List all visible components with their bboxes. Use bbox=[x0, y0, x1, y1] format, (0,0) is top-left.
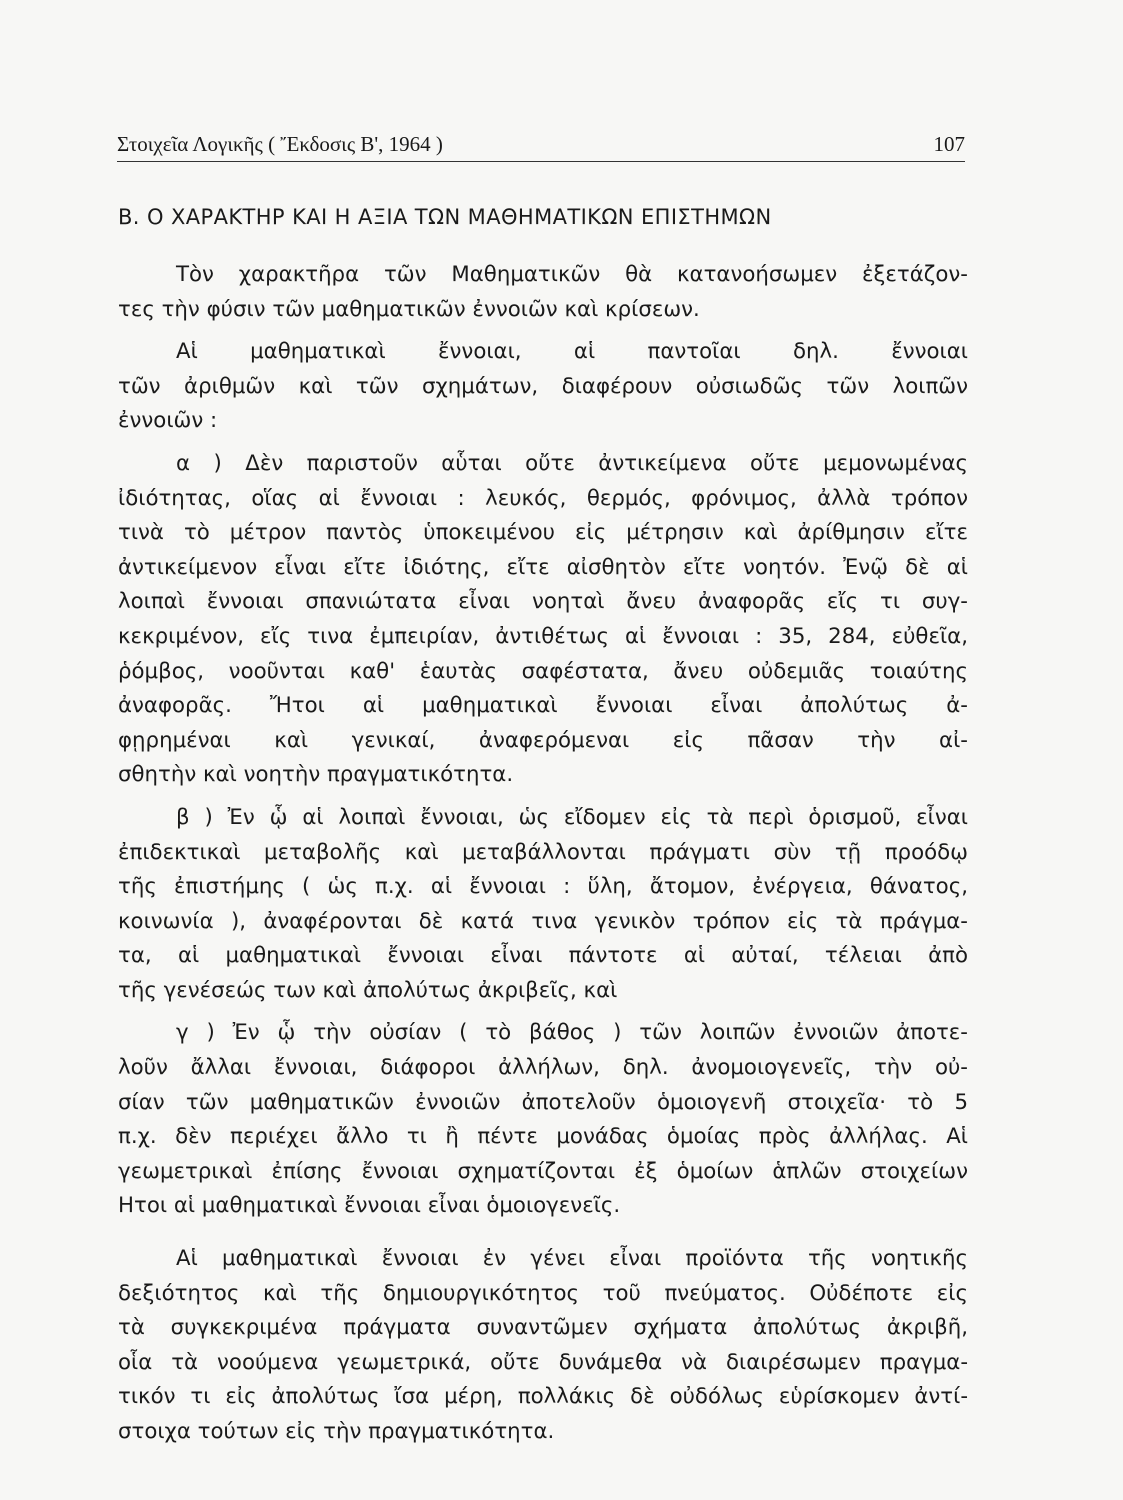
page-number: 107 bbox=[933, 132, 965, 156]
body-text bbox=[118, 258, 968, 1450]
text-line: π.χ. δὲν περιέχει ἄλλο τι ἢ πέντε μονάδας ὁμοίας πρὸς ἀλλήλας. Αἱ bbox=[118, 1124, 968, 1150]
text-line: β ) Ἐν ᾧ αἱ λοιπαὶ ἔννοιαι, ὡς εἴδομεν εἰς τὰ περὶ ὁρισμοῦ, εἶναι bbox=[176, 804, 968, 830]
text-line: φῃρημέναι καὶ γενικαί, ἀναφερόμεναι εἰς πᾶσαν τὴν αἰ- bbox=[118, 727, 968, 753]
text-line: κεκριμένον, εἴς τινα ἐμπειρίαν, ἀντιθέτως αἱ ἔννοιαι : 35, 284, εὐθεῖα, bbox=[118, 623, 968, 649]
text-line: γεωμετρικαὶ ἐπίσης ἔννοιαι σχηματίζονται ἐξ ὁμοίων ἁπλῶν στοιχείων bbox=[118, 1158, 968, 1184]
text-line: οἷα τὰ νοούμενα γεωμετρικά, οὔτε δυνάμεθα νὰ διαιρέσωμεν πραγμα- bbox=[118, 1349, 968, 1375]
text-line: λοῦν ἄλλαι ἔννοιαι, διάφοροι ἀλλήλων, δηλ. ἀνομοιογενεῖς, τὴν οὐ- bbox=[118, 1055, 968, 1081]
text-line: σθητὴν καὶ νοητὴν πραγματικότητα. bbox=[118, 762, 514, 788]
text-line: τα, αἱ μαθηματικαὶ ἔννοιαι εἶναι πάντοτε αἱ αὐταί, τέλειαι ἀπὸ bbox=[118, 943, 968, 969]
text-line: στοιχα τούτων εἰς τὴν πραγματικότητα. bbox=[118, 1419, 555, 1444]
text-line: Αἱ μαθηματικαὶ ἔννοιαι ἐν γένει εἶναι προϊόντα τῆς νοητικῆς bbox=[176, 1246, 968, 1272]
text-line: ῥόμβος, νοοῦνται καθ' ἑαυτὰς σαφέστατα, ἄνευ οὐδεμιᾶς τοιαύτης bbox=[118, 658, 968, 684]
text-line: δεξιότητος καὶ τῆς δημιουργικότητος τοῦ πνεύματος. Οὐδέποτε εἰς bbox=[118, 1280, 968, 1306]
text-line: ἐπιδεκτικαὶ μεταβολῆς καὶ μεταβάλλονται πράγματι σὺν τῇ προόδῳ bbox=[118, 839, 968, 865]
text-line: Αἱ μαθηματικαὶ ἔννοιαι, αἱ παντοῖαι δηλ. ἔννοιαι bbox=[176, 339, 968, 365]
text-line: ἀντικείμενον εἶναι εἴτε ἰδιότης, εἴτε αἰσθητὸν εἴτε νοητόν. Ἐνῷ δὲ αἱ bbox=[118, 554, 968, 580]
text-line: τὰ συγκεκριμένα πράγματα συναντῶμεν σχήματα ἀπολύτως ἀκριβῆ, bbox=[118, 1315, 968, 1341]
running-header bbox=[117, 128, 965, 162]
text-line: τινὰ τὸ μέτρον παντὸς ὑποκειμένου εἰς μέτρησιν καὶ ἀρίθμησιν εἴτε bbox=[118, 520, 968, 546]
text-line: τῆς ἐπιστήμης ( ὡς π.χ. αἱ ἔννοιαι : ὕλη, ἄτομον, ἐνέργεια, θάνατος, bbox=[118, 874, 968, 900]
text-line: Τὸν χαρακτῆρα τῶν Μαθηματικῶν θὰ κατανοήσωμεν ἐξετάζον- bbox=[176, 262, 968, 287]
text-line: ἀναφορᾶς. Ἤτοι αἱ μαθηματικαὶ ἔννοιαι εἶναι ἀπολύτως ἀ- bbox=[118, 693, 968, 719]
text-line: τικόν τι εἰς ἀπολύτως ἴσα μέρη, πολλάκις δὲ οὐδόλως εὑρίσκομεν ἀντί- bbox=[118, 1384, 968, 1410]
text-line: ἐννοιῶν : bbox=[118, 408, 218, 434]
text-line: κοινωνία ), ἀναφέρονται δὲ κατά τινα γενικὸν τρόπον εἰς τὰ πράγμα- bbox=[118, 908, 968, 934]
text-line: Ητοι αἱ μαθηματικαὶ ἔννοιαι εἶναι ὁμοιογενεῖς. bbox=[118, 1193, 621, 1219]
text-line: α ) Δὲν παριστοῦν αὗται οὔτε ἀντικείμενα οὔτε μεμονωμένας bbox=[176, 450, 968, 476]
text-line: τες τὴν φύσιν τῶν μαθηματικῶν ἐννοιῶν καὶ κρίσεων. bbox=[118, 296, 700, 322]
text-line: τῶν ἀριθμῶν καὶ τῶν σχημάτων, διαφέρουν οὐσιωδῶς τῶν λοιπῶν bbox=[118, 373, 968, 399]
text-line: λοιπαὶ ἔννοιαι σπανιώτατα εἶναι νοηταὶ ἄνευ ἀναφορᾶς εἴς τι συγ- bbox=[118, 589, 968, 615]
text-line: ἰδιότητας, οἵας αἱ ἔννοιαι : λευκός, θερμός, φρόνιμος, ἀλλὰ τρόπον bbox=[118, 485, 968, 511]
section-title: Β. Ο ΧΑΡΑΚΤΗΡ ΚΑΙ Η ΑΞΙΑ ΤΩΝ ΜΑΘΗΜΑΤΙΚΩΝ ΕΠΙΣΤΗΜΩΝ bbox=[118, 205, 772, 229]
text-line: τῆς γενέσεώς των καὶ ἀπολύτως ἀκριβεῖς, καὶ bbox=[118, 977, 618, 1003]
text-line: γ ) Ἐν ᾧ τὴν οὐσίαν ( τὸ βάθος ) τῶν λοιπῶν ἐννοιῶν ἀποτε- bbox=[176, 1020, 968, 1046]
text-line: σίαν τῶν μαθηματικῶν ἐννοιῶν ἀποτελοῦν ὁμοιογενῆ στοιχεῖα· τὸ 5 bbox=[118, 1089, 968, 1115]
header-title: Στοιχεῖα Λογικῆς ( Ἔκδοσις Β', 1964 ) bbox=[117, 132, 443, 156]
